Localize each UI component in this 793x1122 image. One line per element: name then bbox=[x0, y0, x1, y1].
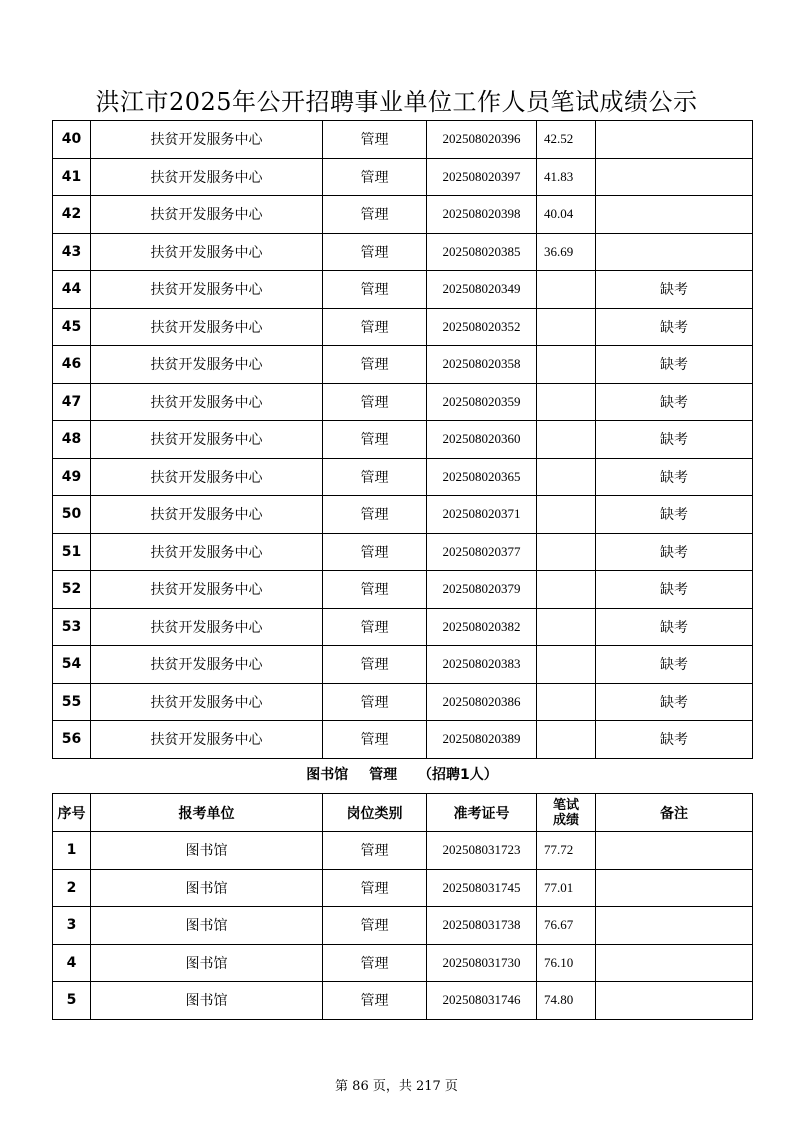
cell-note bbox=[596, 869, 753, 907]
cell-category: 管理 bbox=[323, 721, 427, 759]
table-row bbox=[53, 158, 753, 196]
page-title: 洪江市2025年公开招聘事业单位工作人员笔试成绩公示 bbox=[95, 88, 698, 116]
cell-category: 管理 bbox=[323, 869, 427, 907]
cell-seq: 43 bbox=[53, 233, 91, 271]
cell-seq: 55 bbox=[53, 683, 91, 721]
table-row bbox=[53, 608, 753, 646]
table-row bbox=[53, 383, 753, 421]
cell-category: 管理 bbox=[323, 608, 427, 646]
table-row bbox=[53, 121, 753, 159]
cell-seq: 47 bbox=[53, 383, 91, 421]
cell-seq: 2 bbox=[53, 869, 91, 907]
table-row bbox=[53, 233, 753, 271]
cell-category: 管理 bbox=[323, 383, 427, 421]
header-seq: 序号 bbox=[53, 794, 91, 832]
cell-note: 缺考 bbox=[596, 571, 753, 609]
cell-unit: 图书馆 bbox=[91, 944, 323, 982]
cell-exam-no: 202508020358 bbox=[427, 346, 537, 384]
cell-exam-no: 202508020389 bbox=[427, 721, 537, 759]
cell-score: 40.04 bbox=[537, 196, 596, 234]
cell-score: 36.69 bbox=[537, 233, 596, 271]
table-row bbox=[53, 683, 753, 721]
cell-note: 缺考 bbox=[596, 421, 753, 459]
cell-unit: 图书馆 bbox=[91, 982, 323, 1020]
cell-score bbox=[537, 308, 596, 346]
table-row bbox=[53, 944, 753, 982]
cell-unit: 扶贫开发服务中心 bbox=[91, 496, 323, 534]
cell-exam-no: 202508031746 bbox=[427, 982, 537, 1020]
header-score-line1: 笔试 bbox=[552, 797, 579, 813]
cell-score: 76.67 bbox=[537, 907, 596, 945]
cell-category: 管理 bbox=[323, 346, 427, 384]
cell-category: 管理 bbox=[323, 832, 427, 870]
cell-exam-no: 202508020360 bbox=[427, 421, 537, 459]
cell-note bbox=[596, 944, 753, 982]
cell-category: 管理 bbox=[323, 907, 427, 945]
cell-category: 管理 bbox=[323, 196, 427, 234]
cell-score bbox=[537, 683, 596, 721]
page-footer: 第 86 页，共 217 页 bbox=[335, 1079, 458, 1094]
cell-note bbox=[596, 196, 753, 234]
cell-category: 管理 bbox=[323, 496, 427, 534]
cell-category: 管理 bbox=[323, 571, 427, 609]
cell-seq: 45 bbox=[53, 308, 91, 346]
cell-note: 缺考 bbox=[596, 271, 753, 309]
cell-seq: 53 bbox=[53, 608, 91, 646]
cell-exam-no: 202508020396 bbox=[427, 121, 537, 159]
section-category: 管理 bbox=[369, 767, 398, 783]
cell-unit: 扶贫开发服务中心 bbox=[91, 458, 323, 496]
cell-score: 76.10 bbox=[537, 944, 596, 982]
cell-score bbox=[537, 271, 596, 309]
cell-seq: 1 bbox=[53, 832, 91, 870]
cell-score bbox=[537, 533, 596, 571]
cell-unit: 扶贫开发服务中心 bbox=[91, 308, 323, 346]
table-row bbox=[53, 308, 753, 346]
cell-category: 管理 bbox=[323, 121, 427, 159]
cell-unit: 扶贫开发服务中心 bbox=[91, 158, 323, 196]
cell-exam-no: 202508020386 bbox=[427, 683, 537, 721]
cell-note: 缺考 bbox=[596, 533, 753, 571]
cell-exam-no: 202508020382 bbox=[427, 608, 537, 646]
cell-note: 缺考 bbox=[596, 308, 753, 346]
cell-seq: 49 bbox=[53, 458, 91, 496]
cell-note: 缺考 bbox=[596, 608, 753, 646]
cell-seq: 48 bbox=[53, 421, 91, 459]
section-heading-library bbox=[52, 764, 752, 784]
header-score-line2: 成绩 bbox=[552, 812, 579, 828]
cell-note bbox=[596, 233, 753, 271]
cell-score bbox=[537, 346, 596, 384]
cell-note: 缺考 bbox=[596, 496, 753, 534]
table-row bbox=[53, 646, 753, 684]
cell-seq: 51 bbox=[53, 533, 91, 571]
cell-exam-no: 202508031738 bbox=[427, 907, 537, 945]
cell-score bbox=[537, 571, 596, 609]
results-table-library bbox=[52, 793, 753, 1020]
cell-category: 管理 bbox=[323, 158, 427, 196]
cell-category: 管理 bbox=[323, 458, 427, 496]
cell-category: 管理 bbox=[323, 944, 427, 982]
cell-note bbox=[596, 158, 753, 196]
cell-seq: 46 bbox=[53, 346, 91, 384]
cell-exam-no: 202508031730 bbox=[427, 944, 537, 982]
cell-unit: 图书馆 bbox=[91, 907, 323, 945]
cell-seq: 44 bbox=[53, 271, 91, 309]
cell-score: 77.72 bbox=[537, 832, 596, 870]
cell-note: 缺考 bbox=[596, 683, 753, 721]
cell-category: 管理 bbox=[323, 308, 427, 346]
cell-seq: 52 bbox=[53, 571, 91, 609]
cell-unit: 扶贫开发服务中心 bbox=[91, 383, 323, 421]
cell-unit: 扶贫开发服务中心 bbox=[91, 683, 323, 721]
cell-unit: 扶贫开发服务中心 bbox=[91, 721, 323, 759]
cell-unit: 扶贫开发服务中心 bbox=[91, 421, 323, 459]
table-header-row bbox=[53, 794, 753, 832]
cell-category: 管理 bbox=[323, 533, 427, 571]
cell-exam-no: 202508020385 bbox=[427, 233, 537, 271]
cell-score: 74.80 bbox=[537, 982, 596, 1020]
cell-score: 77.01 bbox=[537, 869, 596, 907]
section-unit: 图书馆 bbox=[306, 767, 349, 783]
header-unit: 报考单位 bbox=[91, 794, 323, 832]
cell-category: 管理 bbox=[323, 683, 427, 721]
cell-exam-no: 202508020398 bbox=[427, 196, 537, 234]
cell-seq: 40 bbox=[53, 121, 91, 159]
cell-category: 管理 bbox=[323, 646, 427, 684]
cell-unit: 扶贫开发服务中心 bbox=[91, 196, 323, 234]
cell-exam-no: 202508020397 bbox=[427, 158, 537, 196]
cell-exam-no: 202508020371 bbox=[427, 496, 537, 534]
section-quota: （招聘1人） bbox=[418, 767, 498, 783]
cell-unit: 扶贫开发服务中心 bbox=[91, 121, 323, 159]
cell-exam-no: 202508020352 bbox=[427, 308, 537, 346]
cell-exam-no: 202508020383 bbox=[427, 646, 537, 684]
cell-note: 缺考 bbox=[596, 346, 753, 384]
cell-exam-no: 202508020359 bbox=[427, 383, 537, 421]
cell-seq: 50 bbox=[53, 496, 91, 534]
table-row bbox=[53, 869, 753, 907]
header-score bbox=[537, 794, 596, 832]
cell-note: 缺考 bbox=[596, 383, 753, 421]
cell-seq: 56 bbox=[53, 721, 91, 759]
cell-unit: 扶贫开发服务中心 bbox=[91, 233, 323, 271]
cell-note: 缺考 bbox=[596, 458, 753, 496]
table-row bbox=[53, 196, 753, 234]
cell-seq: 5 bbox=[53, 982, 91, 1020]
cell-seq: 3 bbox=[53, 907, 91, 945]
cell-score bbox=[537, 721, 596, 759]
cell-note bbox=[596, 982, 753, 1020]
cell-exam-no: 202508020379 bbox=[427, 571, 537, 609]
cell-unit: 扶贫开发服务中心 bbox=[91, 533, 323, 571]
table-row bbox=[53, 721, 753, 759]
table-row bbox=[53, 907, 753, 945]
cell-note: 缺考 bbox=[596, 721, 753, 759]
cell-note bbox=[596, 832, 753, 870]
cell-exam-no: 202508031723 bbox=[427, 832, 537, 870]
header-category: 岗位类别 bbox=[323, 794, 427, 832]
cell-note bbox=[596, 907, 753, 945]
cell-score bbox=[537, 421, 596, 459]
table-row bbox=[53, 982, 753, 1020]
table-row bbox=[53, 346, 753, 384]
cell-exam-no: 202508020349 bbox=[427, 271, 537, 309]
cell-note: 缺考 bbox=[596, 646, 753, 684]
cell-category: 管理 bbox=[323, 271, 427, 309]
cell-seq: 54 bbox=[53, 646, 91, 684]
cell-score bbox=[537, 383, 596, 421]
cell-score bbox=[537, 646, 596, 684]
cell-exam-no: 202508031745 bbox=[427, 869, 537, 907]
cell-category: 管理 bbox=[323, 982, 427, 1020]
cell-score bbox=[537, 496, 596, 534]
cell-seq: 42 bbox=[53, 196, 91, 234]
cell-exam-no: 202508020365 bbox=[427, 458, 537, 496]
cell-unit: 扶贫开发服务中心 bbox=[91, 608, 323, 646]
cell-score: 41.83 bbox=[537, 158, 596, 196]
header-exam-no: 准考证号 bbox=[427, 794, 537, 832]
table-row bbox=[53, 421, 753, 459]
cell-note bbox=[596, 121, 753, 159]
cell-score bbox=[537, 608, 596, 646]
cell-unit: 扶贫开发服务中心 bbox=[91, 646, 323, 684]
cell-unit: 图书馆 bbox=[91, 832, 323, 870]
header-note: 备注 bbox=[596, 794, 753, 832]
cell-category: 管理 bbox=[323, 421, 427, 459]
cell-score bbox=[537, 458, 596, 496]
cell-category: 管理 bbox=[323, 233, 427, 271]
cell-unit: 图书馆 bbox=[91, 869, 323, 907]
table-row bbox=[53, 496, 753, 534]
cell-unit: 扶贫开发服务中心 bbox=[91, 271, 323, 309]
cell-exam-no: 202508020377 bbox=[427, 533, 537, 571]
table-row bbox=[53, 458, 753, 496]
cell-seq: 41 bbox=[53, 158, 91, 196]
cell-unit: 扶贫开发服务中心 bbox=[91, 571, 323, 609]
cell-score: 42.52 bbox=[537, 121, 596, 159]
table-row bbox=[53, 271, 753, 309]
cell-seq: 4 bbox=[53, 944, 91, 982]
table-row bbox=[53, 571, 753, 609]
table-row bbox=[53, 832, 753, 870]
table-row bbox=[53, 533, 753, 571]
results-table-poverty-center bbox=[52, 120, 753, 759]
cell-unit: 扶贫开发服务中心 bbox=[91, 346, 323, 384]
